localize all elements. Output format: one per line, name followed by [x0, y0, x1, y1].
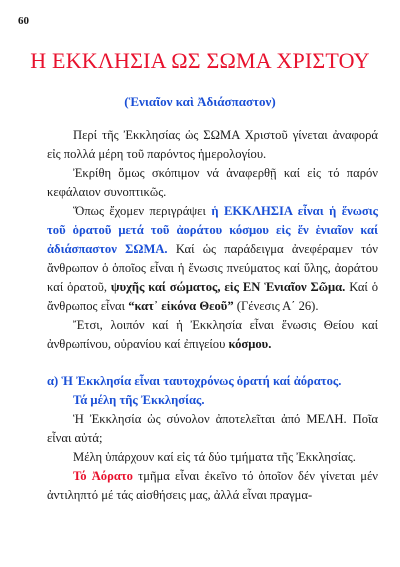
section-heading	[47, 372, 378, 410]
section-heading-line-1: α) Ἡ Ἐκκλησία εἶναι ταυτοχρόνως ὁρατή καί ἀόρατος.	[47, 374, 342, 388]
paragraph-1: Περί τῆς Ἐκκλησίας ὡς ΣΩΜΑ Χριστοῦ γίνεται ἀναφορά εἰς πολλά μέρη τοῦ παρόντος ἡμερολογίου.	[47, 128, 378, 161]
paragraph-7-text: τμῆμα εἶναι ἐκεῖνο τό ὁποῖον δέν γίνεται μέν ἀντιληπτό μέ τάς αἰσθήσεις μας, ἀλλά εἶναι πραγμα-	[47, 469, 379, 502]
page-subtitle: (Ἑνιαῖον καὶ Ἀδιάσπαστον)	[124, 94, 276, 109]
section-gap	[47, 354, 378, 372]
page-number: 60	[18, 15, 29, 27]
paragraph-2: Ἐκρίθη ὅμως σκόπιμον νά ἀναφερθῇ καί εἰς τό παρόν κεφάλαιον συνοπτικῶς.	[47, 166, 378, 199]
paragraph-4	[47, 316, 378, 354]
highlight-definition: ἡ ΕΚΚΛΗΣΙΑ εἶναι ἡ ἕνωσις τοῦ ὁρατοῦ μετά τοῦ ἀοράτου κόσμου εἰς ἕν ἑνιαῖον καί ἀδιάσπαστον ΣΩΜΑ.	[47, 204, 378, 256]
paragraph-4-text: Ἔτσι, λοιπόν καί ἡ Ἐκκλησία εἶναι ἕνωσις Θείου καί ἀνθρωπίνου, οὐρανίου καί ἐπιγείου	[47, 318, 378, 351]
quote-phrase: “κατ᾽ εἰκόνα Θεοῦ”	[128, 299, 234, 313]
paragraph-3-text: Καί ὡς παράδειγμα ἀνεφέραμεν τόν ἄνθρωπον ὁ ὁποῖος εἶναι ἡ ἕνωσις πνεύματος καί ὕλης, ἀοράτου καί ὁρατοῦ,	[47, 242, 378, 294]
paragraph-3	[47, 202, 378, 316]
page-title: Η ΕΚΚΛΗΣΙΑ ΩΣ ΣΩΜΑ ΧΡΙΣΤΟΥ	[30, 48, 370, 73]
paragraph-7	[47, 467, 378, 505]
paragraph-3-text: Καί ὁ ἄνθρωπος εἶναι	[47, 280, 378, 313]
bold-word: κόσμου.	[228, 337, 272, 351]
paragraph-3-text: (Γένεσις Α΄ 26).	[233, 299, 319, 313]
paragraph-6: Μέλη ὑπάρχουν καί εἰς τά δύο τμήματα τῆς Ἐκκλησίας.	[73, 450, 356, 464]
paragraph-3-text: Ὅπως ἔχομεν περιγράψει	[73, 204, 212, 218]
paragraph-5: Ἡ Ἐκκλησία ὡς σύνολον ἀποτελεῖται ἀπό ΜΕΛΗ. Ποῖα εἶναι αὐτά;	[47, 412, 378, 445]
body-text	[47, 126, 378, 505]
section-heading-line-2: Τά μέλη τῆς Ἐκκλησίας.	[73, 393, 205, 407]
bold-phrase: ψυχῆς καί σώματος, εἰς ΕΝ Ἑνιαῖον Σῶμα.	[110, 280, 346, 294]
highlight-invisible: Τό Ἀόρατο	[73, 469, 133, 483]
